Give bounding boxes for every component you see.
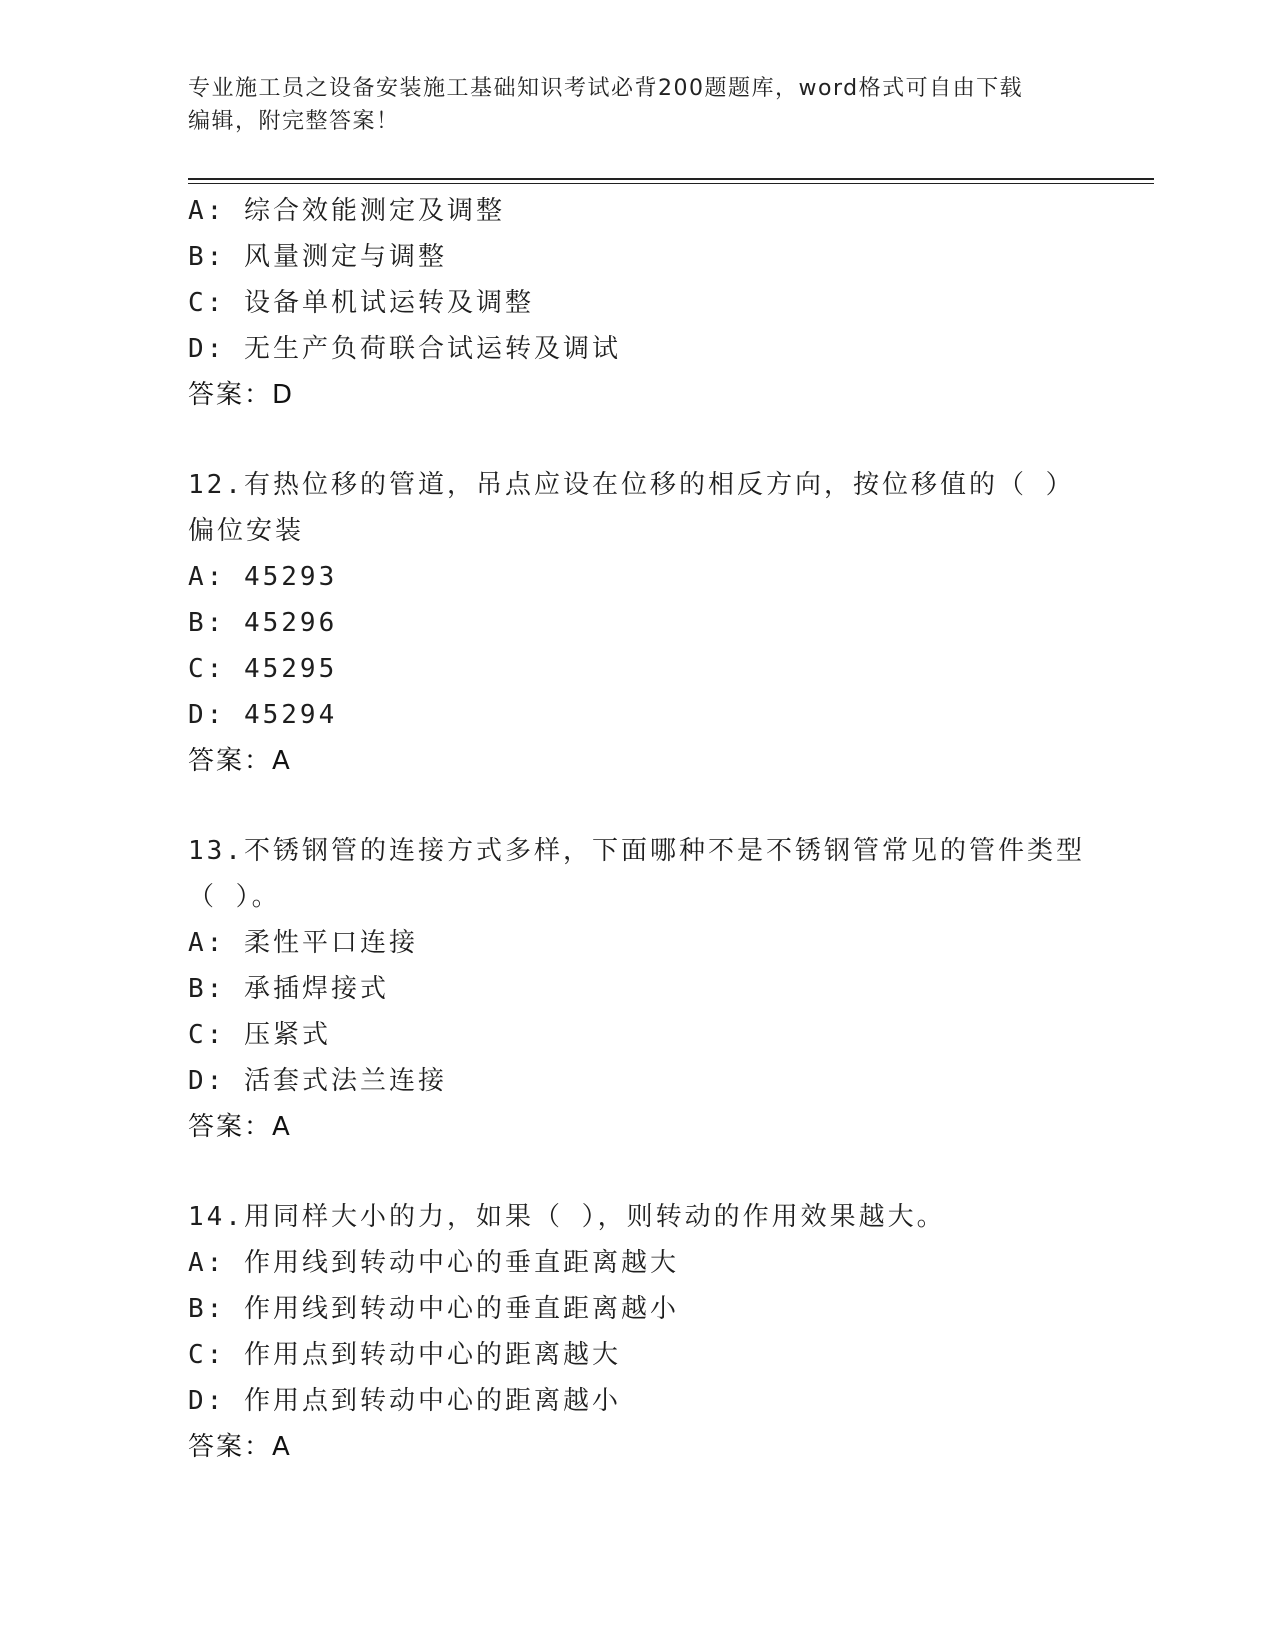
option-d: D: 活套式法兰连接: [188, 1066, 447, 1096]
question-list: [188, 188, 1088, 1470]
question-stem-line-2: （ ）。: [188, 882, 281, 912]
answer-line: 答案：A: [188, 1112, 292, 1142]
answer-line: 答案：A: [188, 746, 292, 776]
question-block-11: [188, 188, 1088, 418]
option-c: C: 压紧式: [188, 1020, 331, 1050]
document-header: [188, 72, 1088, 138]
question-stem-line-1: 13.不锈钢管的连接方式多样，下面哪种不是不锈钢管常见的管件类型: [188, 836, 1085, 866]
question-stem-line-1: 14.用同样大小的力，如果（ ），则转动的作用效果越大。: [188, 1202, 946, 1232]
option-c: C: 设备单机试运转及调整: [188, 288, 534, 318]
option-d: D: 45294: [188, 700, 338, 730]
option-c: C: 45295: [188, 654, 338, 684]
header-title-line-1: 专业施工员之设备安装施工基础知识考试必背200题题库，word格式可自由下载: [188, 76, 1024, 101]
option-d: D: 作用点到转动中心的距离越小: [188, 1386, 621, 1416]
spacer: [188, 1150, 1088, 1194]
option-d: D: 无生产负荷联合试运转及调试: [188, 334, 621, 364]
header-rule-thick: [188, 178, 1154, 180]
option-b: B: 风量测定与调整: [188, 242, 447, 272]
option-b: B: 承插焊接式: [188, 974, 389, 1004]
question-block-12: [188, 462, 1088, 784]
header-title-line-2: 编辑，附完整答案！: [188, 109, 400, 134]
answer-line: 答案：A: [188, 1432, 292, 1462]
question-stem-line-2: 偏位安装: [188, 516, 305, 546]
question-block-14: [188, 1194, 1088, 1470]
question-block-13: [188, 828, 1088, 1150]
option-c: C: 作用点到转动中心的距离越大: [188, 1340, 621, 1370]
option-b: B: 45296: [188, 608, 338, 638]
option-a: A: 柔性平口连接: [188, 928, 418, 958]
option-b: B: 作用线到转动中心的垂直距离越小: [188, 1294, 679, 1324]
question-stem-line-1: 12.有热位移的管道，吊点应设在位移的相反方向，按位移值的（ ）: [188, 470, 1075, 500]
option-a: A: 综合效能测定及调整: [188, 196, 505, 226]
spacer: [188, 418, 1088, 462]
option-a: A: 作用线到转动中心的垂直距离越大: [188, 1248, 679, 1278]
spacer: [188, 784, 1088, 828]
header-rule-thin: [188, 183, 1154, 184]
option-a: A: 45293: [188, 562, 338, 592]
answer-line: 答案：D: [188, 380, 295, 410]
